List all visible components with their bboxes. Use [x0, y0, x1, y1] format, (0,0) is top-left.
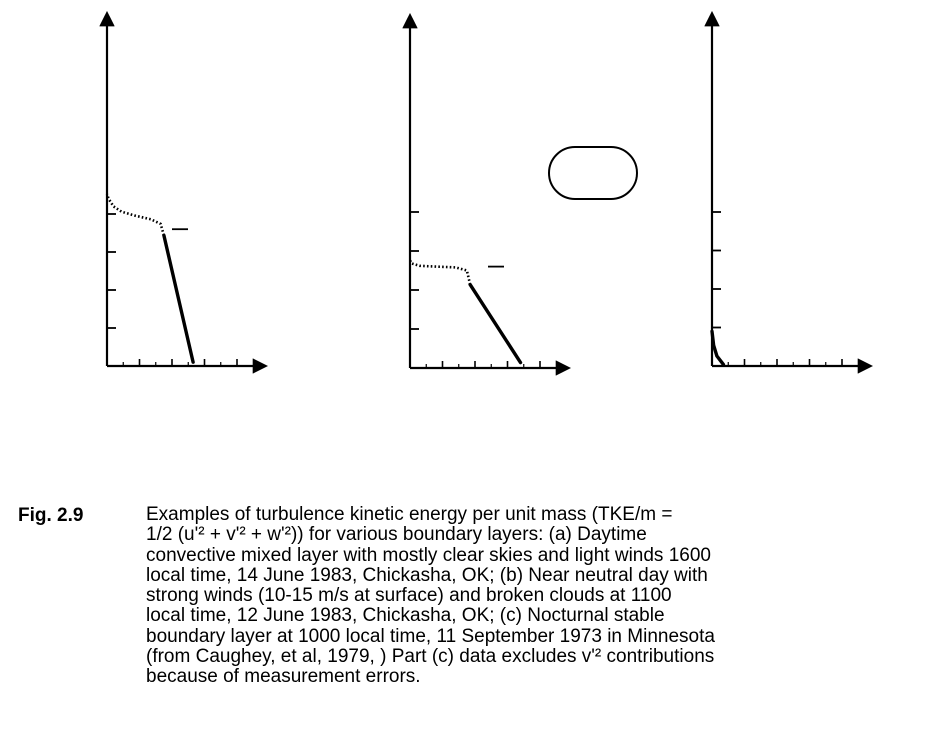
panel-c [0, 0, 870, 366]
figure-label: Fig. 2.9 [18, 505, 84, 526]
caption-line: because of measurement errors. [146, 666, 421, 688]
tke-profile-solid [470, 285, 520, 363]
tke-profile-solid [164, 235, 193, 362]
tke-profile-solid [712, 331, 723, 364]
caption-line: strong winds (10-15 m/s at surface) and broken clouds at 1100 [146, 585, 672, 607]
caption-line: (from Caughey, et al, 1979, ) Part (c) data excludes v'² contributions [146, 646, 715, 668]
panel-b [0, 0, 637, 368]
caption-line: convective mixed layer with mostly clear skies and light winds 1600 [146, 544, 711, 566]
caption-text [146, 505, 936, 688]
caption-line: local time, 12 June 1983, Chickasha, OK; (c) Nocturnal stable [146, 605, 665, 627]
caption-line: local time, 14 June 1983, Chickasha, OK; (b) Near neutral day with [146, 564, 708, 586]
caption-line: Examples of turbulence kinetic energy per unit mass (TKE/m = [146, 504, 673, 525]
tke-profile-dotted [410, 260, 470, 284]
cloud-annotation-box [549, 147, 637, 199]
caption-line: boundary layer at 1000 local time, 11 September 1973 in Minnesota [146, 625, 715, 647]
caption-line: 1/2 (u'² + v'² + w'²)) for various boundary layers: (a) Daytime [146, 524, 647, 546]
panel-a [0, 0, 265, 366]
